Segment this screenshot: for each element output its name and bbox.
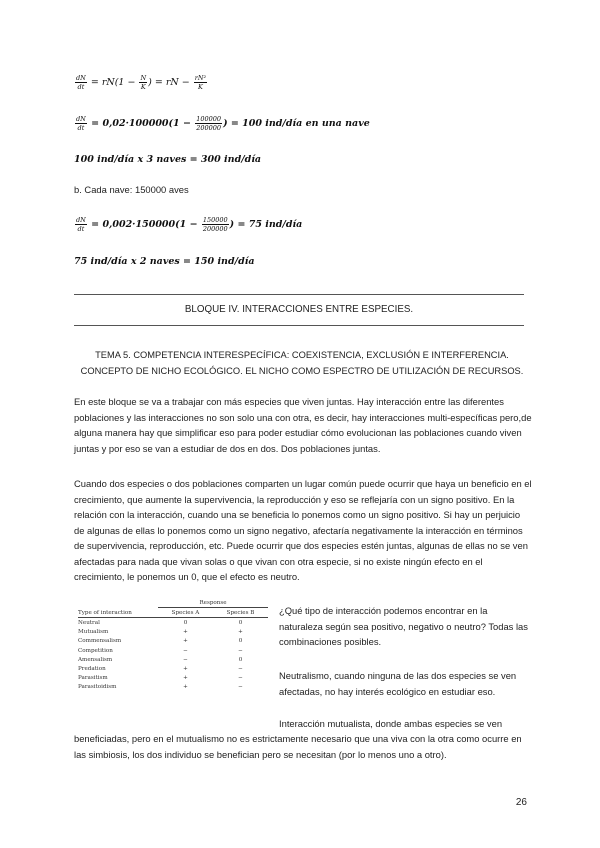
fraction-numerator: 100000: [196, 115, 222, 123]
table-cell-b: 0: [238, 656, 243, 663]
table-cell-b: 0: [238, 619, 243, 626]
fraction-denominator: 200000: [202, 225, 228, 233]
table-header-species-b: Species B: [213, 608, 268, 618]
table-cell-a: +: [183, 665, 188, 672]
table-cell-b: −: [238, 684, 243, 691]
table-cell-a: −: [183, 647, 188, 654]
fraction-numerator: N: [140, 74, 147, 82]
table-cell-type: Amensalism: [78, 656, 113, 663]
table-cell-b: −: [238, 647, 243, 654]
fraction-denominator: K: [198, 83, 203, 91]
page-number: 26: [515, 797, 527, 808]
table-cell-type: Commensalism: [78, 638, 122, 645]
fraction-denominator: 200000: [196, 124, 222, 132]
table-cell-b: −: [238, 665, 243, 672]
fraction-dndt: [75, 216, 87, 233]
equation-part: = 0,02·100000(1 −: [91, 118, 195, 129]
table-header-row: [78, 608, 268, 618]
interaction-table: [78, 598, 268, 692]
table-cell-b: 0: [238, 638, 243, 645]
table-header-species-a: Species A: [158, 608, 213, 618]
table-cell-a: +: [183, 684, 188, 691]
bloque-title: BLOQUE IV. INTERACCIONES ENTRE ESPECIES.: [184, 304, 414, 315]
table-cell-type: Neutral: [78, 619, 100, 626]
fraction-rn2-k: [194, 74, 207, 91]
fraction-denominator: dt: [77, 124, 85, 132]
fraction-numerator: dN: [76, 74, 86, 82]
fraction-numerator: dN: [76, 216, 86, 224]
table-cell-type: Mutualism: [78, 629, 109, 636]
table-cell-type: Predation: [78, 665, 106, 672]
table-cell-b: −: [238, 675, 243, 682]
paragraph-question: ¿Qué tipo de interacción podemos encontrar en la naturaleza según sea positivo, negativo o neutro? Todas las combinaciones posibles.: [279, 605, 528, 647]
paragraph-neutralismo: Neutralismo, cuando ninguna de las dos especies se ven afectadas, no hay interés ecológico en estudiar eso.: [279, 670, 517, 697]
equation-total-2-naves: 75 ind/día x 2 naves = 150 ind/día: [74, 256, 255, 267]
divider-top: [74, 294, 524, 295]
fraction-denominator: dt: [77, 225, 85, 233]
table-cell-type: Competition: [78, 647, 113, 654]
fraction-denominator: K: [140, 83, 146, 91]
table-cell-b: +: [238, 629, 243, 636]
table-cell-a: +: [183, 629, 188, 636]
fraction-n-k: [139, 74, 147, 91]
fraction-numerator: rN²: [194, 74, 207, 82]
paragraph-mutualista-start: Interacción mutualista, donde ambas especies se ven: [279, 718, 503, 729]
paragraph-interactions: Cuando dos especies o dos poblaciones comparten un lugar común puede ocurrir que haya un beneficio en el crecimiento, que aumente la supervivencia, la reproducción y eso se reflejaría con un signo positivo. En la relación con la interacción, cuando una se beneficia lo ponemos como un signo positivo. Si hay un perjuicio de algunas de ellas lo ponemos como un signo negativo, afectaría negativamente la interacción en términos de supervivencia, reproducción, etc. Puede ocurrir que dos especies estén juntas, algunas de ellas no se ven afectadas para nada que vivan solas o que vivan con otra especie, si no existe ningún efecto en el crecimiento, le ponemos un 0, que el efecto es neutro.: [74, 478, 532, 582]
table-row: [78, 655, 268, 664]
equation-part: ) = rN −: [148, 77, 193, 88]
paragraph-intro: En este bloque se va a trabajar con más especies que viven juntas. Hay interacción entre las diferentes poblaciones y las interacciones no son solo una con otra, es decir, hay interacciones multi-específicas pero,de alguna manera hay que simplificar eso para poder estudiar cómo evolucionan las poblaciones cuando viven juntas y por eso se van a estudiar de dos en dos. Dos poblaciones juntas.: [74, 396, 532, 454]
table-response-row: [78, 598, 268, 608]
equation-logistic: [74, 74, 208, 91]
table-row: [78, 628, 268, 637]
fraction-numerator: dN: [76, 115, 86, 123]
fraction-dndt: [75, 74, 87, 91]
fraction-population: [195, 115, 222, 132]
table-cell-a: +: [183, 675, 188, 682]
tema-title: TEMA 5. COMPETENCIA INTERESPECÍFICA: COEXISTENCIA, EXCLUSIÓN E INTERFERENCIA. CONCEPTO DE NICHO ECOLÓGICO. EL NICHO COMO ESPECTRO DE UTILIZACIÓN DE RECURSOS.: [80, 350, 524, 376]
table-spacer: [78, 598, 158, 608]
table-row: [78, 637, 268, 646]
table-row: [78, 683, 268, 692]
table-response-label: Response: [158, 598, 268, 608]
equation-total-3-naves: 100 ind/día x 3 naves = 300 ind/día: [74, 154, 262, 165]
table-row: [78, 646, 268, 655]
fraction-numerator: 150000: [202, 216, 228, 224]
table-cell-a: −: [183, 656, 188, 663]
table-row: [78, 664, 268, 673]
table-cell-type: Parasitism: [78, 675, 108, 682]
fraction-population: [202, 216, 229, 233]
equation-part: = 0,002·150000(1 −: [91, 219, 201, 230]
fraction-denominator: dt: [77, 83, 85, 91]
equation-nave: [74, 115, 370, 132]
divider-bottom: [74, 325, 524, 326]
equation-part: = rN(1 −: [90, 77, 139, 88]
equation-nave-b: [74, 216, 302, 233]
fraction-dndt: [75, 115, 87, 132]
equation-part: ) = 75 ind/día: [229, 219, 303, 230]
table-row: [78, 618, 268, 628]
table-cell-type: Parasitoidism: [78, 684, 117, 691]
table-header-type: Type of interaction: [78, 608, 158, 618]
table-row: [78, 674, 268, 683]
paragraph-mutualista-rest: beneficiadas, pero en el mutualismo no es estrictamente necesario que una viva con la otra como ocurre en las simbiosis, los dos individuo se benefician pero se necesitan (por lo menos uno a otro).: [74, 733, 522, 760]
equation-part: ) = 100 ind/día en una nave: [223, 118, 370, 129]
table-cell-a: 0: [183, 619, 188, 626]
text-line-b: b. Cada nave: 150000 aves: [74, 184, 189, 195]
table-cell-a: +: [183, 638, 188, 645]
